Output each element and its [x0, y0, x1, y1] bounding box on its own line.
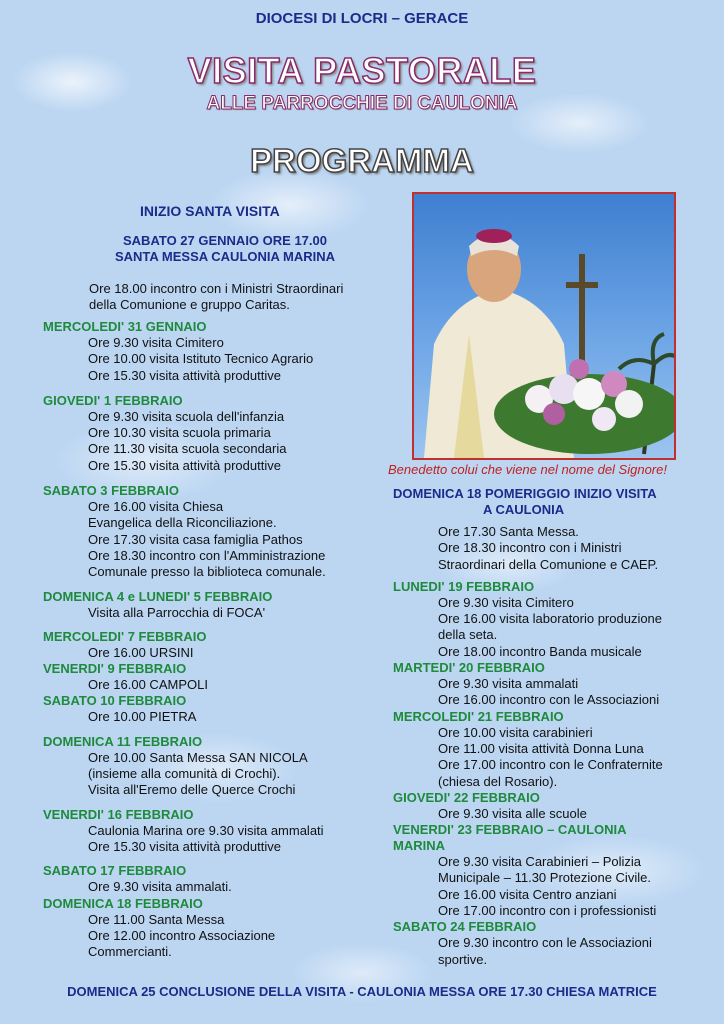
schedule-line: (insieme alla comunità di Crochi).: [88, 766, 281, 782]
inizio-visita-heading: INIZIO SANTA VISITA: [140, 203, 280, 219]
schedule-day: [393, 579, 713, 660]
schedule-day: [43, 629, 393, 661]
schedule-line: Commercianti.: [88, 944, 172, 960]
day-heading: DOMENICA 18 FEBBRAIO: [43, 895, 203, 911]
schedule-line: Ore 17.00 incontro con le Confraternite: [438, 757, 663, 773]
day-heading: DOMENICA 11 FEBBRAIO: [43, 733, 203, 749]
schedule-line: Ore 17.00 incontro con i professionisti: [438, 903, 657, 919]
schedule-line: Ore 11.30 visita scuola secondaria: [88, 441, 287, 457]
schedule-day: [393, 709, 713, 790]
schedule-line: (chiesa del Rosario).: [438, 773, 558, 789]
schedule-line: Ore 9.30 visita alle scuole: [438, 805, 587, 821]
schedule-line: Ore 18.30 incontro con i Ministri: [438, 540, 622, 556]
schedule-line: Ore 11.00 Santa Messa: [88, 911, 225, 927]
schedule-line: Ore 9.30 visita Cimitero: [88, 335, 224, 350]
schedule-line: Ore 9.30 incontro con le Associazioni: [438, 935, 652, 951]
day-heading: MERCOLEDI' 21 FEBBRAIO: [393, 708, 564, 724]
day-heading: SABATO 10 FEBBRAIO: [43, 693, 187, 709]
schedule-day: [43, 661, 393, 693]
schedule-line: Ore 12.00 incontro Associazione: [88, 927, 276, 943]
right-schedule: [393, 524, 713, 968]
schedule-line: Municipale – 11.30 Protezione Civile.: [438, 870, 651, 886]
schedule-line: Ore 16.00 visita Centro anziani: [438, 886, 617, 902]
schedule-line: Ore 18.30 incontro con l'Amministrazione: [88, 547, 326, 563]
day-heading: VENERDI' 16 FEBBRAIO: [43, 806, 194, 822]
schedule-day: [43, 319, 393, 384]
left-schedule: [43, 319, 393, 960]
programma-heading: PROGRAMMA: [250, 142, 474, 179]
schedule-line: Evangelica della Riconciliazione.: [88, 515, 277, 531]
schedule-day: [393, 660, 713, 709]
schedule-day: [393, 822, 713, 919]
schedule-day: [393, 919, 713, 968]
schedule-day: [43, 863, 393, 895]
schedule-line: Visita all'Eremo delle Querce Crochi: [88, 782, 296, 798]
schedule-line: Visita alla Parrocchia di FOCA': [88, 604, 266, 620]
day-heading: SABATO 24 FEBBRAIO: [393, 919, 537, 935]
schedule-day: [393, 790, 713, 822]
photo-caption: Benedetto colui che viene nel nome del Signore!: [388, 462, 667, 477]
schedule-day: [43, 734, 393, 799]
day-heading: MERCOLEDI' 31 GENNAIO: [43, 319, 207, 334]
opening-date: SABATO 27 GENNAIO ORE 17.00: [123, 233, 327, 248]
opening-line: della Comunione e gruppo Caritas.: [89, 297, 290, 313]
schedule-line: Ore 10.00 Santa Messa SAN NICOLA: [88, 749, 308, 765]
schedule-line: Ore 15.30 visita attività produttive: [88, 838, 281, 854]
day-heading: VENERDI' 9 FEBBRAIO: [43, 661, 187, 677]
schedule-line: Ore 9.30 visita Cimitero: [438, 594, 574, 610]
schedule-line: sportive.: [438, 951, 488, 967]
opening-place: SANTA MESSA CAULONIA MARINA: [114, 249, 336, 264]
schedule-day: [43, 483, 393, 580]
day-heading: MERCOLEDI' 7 FEBBRAIO: [43, 628, 207, 644]
schedule-line: Ore 16.00 incontro con le Associazioni: [438, 692, 660, 708]
bishop-illustration: [414, 194, 674, 458]
opening-mass: [100, 233, 350, 265]
right-heading: [393, 486, 703, 518]
opening-text: [89, 281, 343, 314]
schedule-line: Straordinari della Comunione e CAEP.: [438, 556, 659, 572]
schedule-line: Ore 10.00 visita Istituto Tecnico Agrario: [88, 351, 314, 367]
diocese-heading: DIOCESI DI LOCRI – GERACE: [255, 10, 469, 27]
schedule-line: Ore 9.30 visita Carabinieri – Polizia: [438, 854, 642, 870]
footer-conclusion: DOMENICA 25 CONCLUSIONE DELLA VISITA - CAULONIA MESSA ORE 17.30 CHIESA MATRICE: [67, 984, 657, 999]
bishop-photo: [412, 192, 676, 460]
schedule-day: [43, 393, 393, 474]
schedule-line: Comunale presso la biblioteca comunale.: [88, 564, 326, 580]
schedule-day: [43, 896, 393, 961]
schedule-line: Ore 9.30 visita scuola dell'infanzia: [88, 408, 285, 424]
schedule-line: Ore 16.00 CAMPOLI: [88, 677, 208, 693]
day-heading-cont: MARINA: [393, 838, 445, 854]
day-heading: SABATO 3 FEBBRAIO: [43, 483, 180, 499]
schedule-line: Ore 17.30 Santa Messa.: [438, 524, 579, 539]
schedule-line: Ore 11.00 visita attività Donna Luna: [438, 740, 644, 756]
day-heading: GIOVEDI' 22 FEBBRAIO: [393, 789, 540, 805]
schedule-line: Ore 18.00 incontro Banda musicale: [438, 643, 642, 659]
schedule-line: Ore 15.30 visita attività produttive: [88, 457, 281, 473]
schedule-line: Ore 16.00 visita laboratorio produzione: [438, 611, 663, 627]
day-heading: MARTEDI' 20 FEBBRAIO: [393, 660, 545, 676]
right-heading-line: A CAULONIA: [483, 502, 565, 517]
day-heading: DOMENICA 4 e LUNEDI' 5 FEBBRAIO: [43, 588, 273, 604]
day-heading: VENERDI' 23 FEBBRAIO – CAULONIA: [393, 822, 627, 838]
schedule-line: Ore 16.00 visita Chiesa: [88, 499, 224, 515]
schedule-line: Ore 10.00 visita carabinieri: [438, 724, 593, 740]
schedule-line: della seta.: [438, 627, 498, 643]
day-heading: GIOVEDI' 1 FEBBRAIO: [43, 392, 183, 408]
schedule-day: [393, 524, 713, 573]
subtitle: ALLE PARROCCHIE DI CAULONIA: [206, 93, 518, 114]
schedule-line: Ore 10.00 PIETRA: [88, 709, 197, 725]
schedule-line: Caulonia Marina ore 9.30 visita ammalati: [88, 822, 324, 838]
main-title: VISITA PASTORALE: [187, 50, 537, 91]
schedule-day: [43, 807, 393, 856]
schedule-line: Ore 9.30 visita ammalati: [438, 676, 579, 692]
opening-line: Ore 18.00 incontro con i Ministri Straordinari: [89, 281, 344, 296]
schedule-line: Ore 17.30 visita casa famiglia Pathos: [88, 531, 303, 547]
day-heading: LUNEDI' 19 FEBBRAIO: [393, 578, 535, 594]
right-heading-line: DOMENICA 18 POMERIGGIO INIZIO VISITA: [393, 486, 657, 501]
schedule-day: [43, 693, 393, 725]
schedule-line: Ore 16.00 URSINI: [88, 644, 194, 660]
schedule-line: Ore 15.30 visita attività produttive: [88, 367, 281, 383]
schedule-day: [43, 589, 393, 621]
schedule-line: Ore 9.30 visita ammalati.: [88, 879, 232, 895]
schedule-line: Ore 10.30 visita scuola primaria: [88, 425, 271, 441]
day-heading: SABATO 17 FEBBRAIO: [43, 863, 187, 879]
